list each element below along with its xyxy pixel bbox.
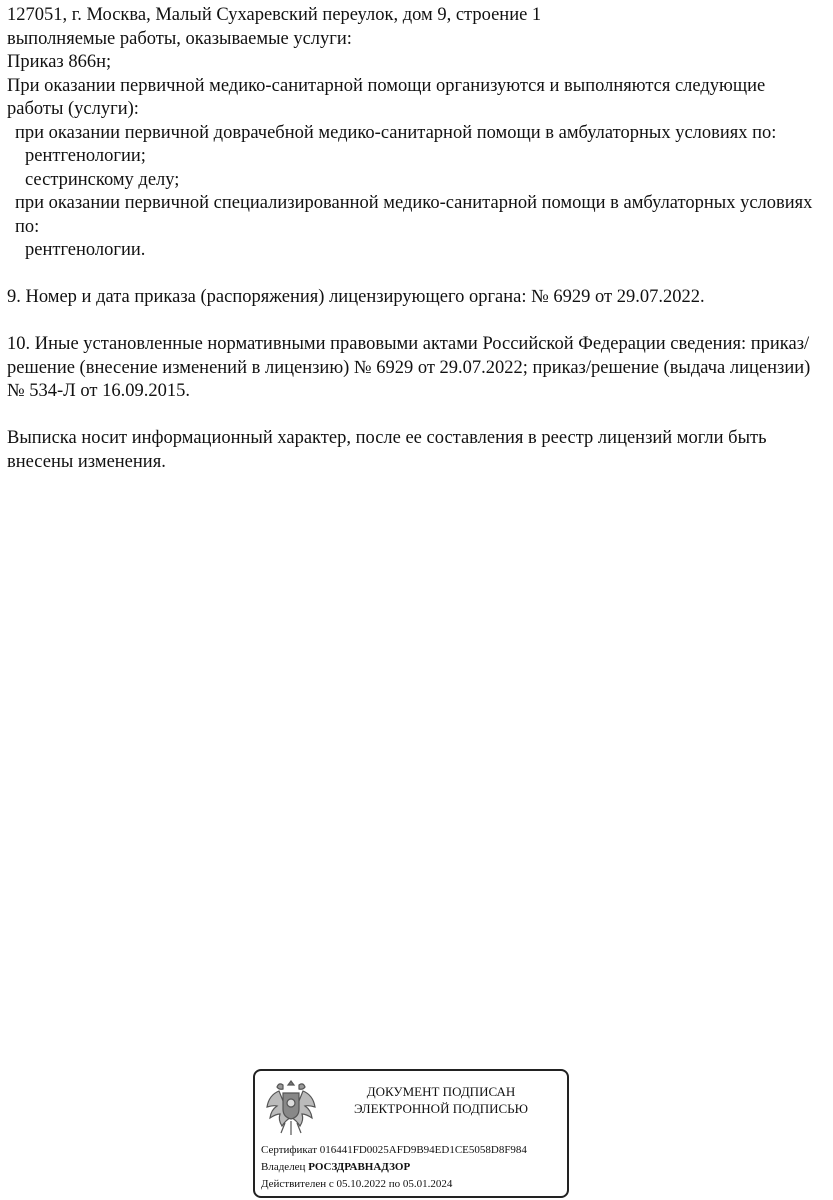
spacer — [7, 404, 825, 428]
section-10: 10. Иные установленные нормативными правовыми актами Российской Федерации сведения: приказ/решение (внесение изменений в лицензию) № 6929 от 29.07.2022; приказ/решение (выдача лицензии) № 534-Л от 16.09.2015. — [7, 334, 815, 401]
owner-value: РОСЗДРАВНАДЗОР — [308, 1161, 411, 1173]
stamp-heading-line1: ДОКУМЕНТ ПОДПИСАН — [366, 1084, 516, 1099]
electronic-signature-stamp — [253, 1069, 569, 1198]
service-item-radiology-2: рентгенологии. — [25, 240, 146, 260]
certificate-label: Сертификат — [261, 1144, 317, 1156]
document-body — [7, 4, 825, 474]
works-heading: выполняемые работы, оказываемые услуги: — [7, 28, 352, 49]
stamp-heading-line2: ЭЛЕКТРОННОЙ ПОДПИСЬЮ — [354, 1101, 528, 1116]
certificate-value: 016441FD0025AFD9B94ED1CE5058D8F984 — [319, 1144, 527, 1156]
service-item-nursing: сестринскому делу; — [25, 169, 180, 190]
owner-label: Владелец — [261, 1161, 306, 1173]
prehospital-care-line: при оказании первичной доврачебной медико-санитарной помощи в амбулаторных условиях по: — [15, 122, 777, 143]
stamp-heading — [325, 1083, 557, 1117]
service-item-radiology-1: рентгенологии; — [25, 146, 146, 166]
disclaimer: Выписка носит информационный характер, после ее составления в реестр лицензий могли быть внесены изменения. — [7, 428, 772, 472]
validity-row: Действителен с 05.10.2022 по 05.01.2024 — [261, 1178, 453, 1190]
owner-row — [261, 1160, 410, 1174]
specialized-care-line: при оказании первичной специализированной медико-санитарной помощи в амбулаторных условиях по: — [15, 193, 818, 237]
section-9: 9. Номер и дата приказа (распоряжения) лицензирующего органа: № 6929 от 29.07.2022. — [7, 287, 705, 307]
coat-of-arms-icon — [265, 1077, 317, 1139]
address-line: 127051, г. Москва, Малый Сухаревский переулок, дом 9, строение 1 — [7, 5, 542, 25]
certificate-row — [261, 1143, 527, 1157]
spacer — [7, 263, 825, 287]
spacer — [7, 310, 825, 334]
primary-care-line: При оказании первичной медико-санитарной помощи организуются и выполняются следующие работы (услуги): — [7, 75, 770, 119]
order-line: Приказ 866н; — [7, 52, 112, 72]
